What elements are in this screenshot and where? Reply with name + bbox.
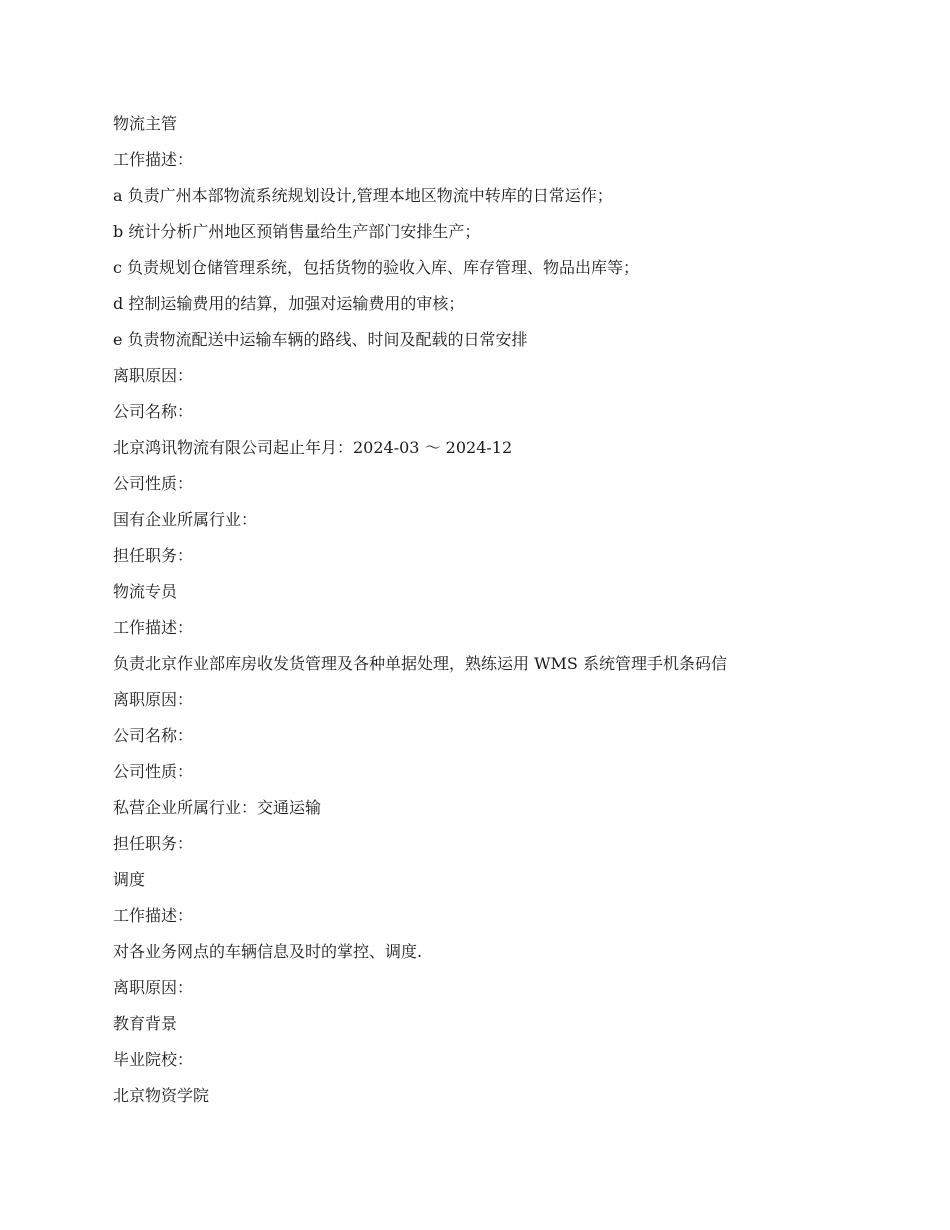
school-name: 北京物资学院 xyxy=(113,1086,210,1105)
position-label: 担任职务： xyxy=(113,546,194,565)
company-and-period: 北京鸿讯物流有限公司起止年月：2024-03 ～ 2024-12 xyxy=(113,438,513,457)
job-title-dispatcher: 调度 xyxy=(113,870,146,889)
duty-item-b: b 统计分析广州地区预销售量给生产部门安排生产； xyxy=(113,222,481,241)
job-title-logistics-supervisor: 物流主管 xyxy=(113,114,178,133)
duty-item-d: d 控制运输费用的结算，加强对运输费用的审核； xyxy=(113,294,465,313)
leaving-reason-label: 离职原因： xyxy=(113,366,194,385)
company-nature-industry: 国有企业所属行业： xyxy=(113,510,258,529)
document-body xyxy=(113,106,873,1114)
education-section-heading: 教育背景 xyxy=(113,1014,178,1033)
duty-item-c: c 负责规划仓储管理系统，包括货物的验收入库、库存管理、物品出库等； xyxy=(113,258,640,277)
leaving-reason-label: 离职原因： xyxy=(113,690,194,709)
company-nature-industry: 私营企业所属行业：交通运输 xyxy=(113,798,322,817)
job-description-label: 工作描述： xyxy=(113,150,194,169)
position-label: 担任职务： xyxy=(113,834,194,853)
leaving-reason-label: 离职原因： xyxy=(113,978,194,997)
duty-item-e: e 负责物流配送中运输车辆的路线、时间及配载的日常安排 xyxy=(113,330,528,349)
company-name-label: 公司名称： xyxy=(113,402,194,421)
job-title-logistics-specialist: 物流专员 xyxy=(113,582,178,601)
company-nature-label: 公司性质： xyxy=(113,762,194,781)
job-description-label: 工作描述： xyxy=(113,618,194,637)
school-label: 毕业院校： xyxy=(113,1050,194,1069)
duty-item-a: a 负责广州本部物流系统规划设计,管理本地区物流中转库的日常运作； xyxy=(113,186,613,205)
company-nature-label: 公司性质： xyxy=(113,474,194,493)
job-description-text: 负责北京作业部库房收发货管理及各种单据处理，熟练运用 WMS 系统管理手机条码信 xyxy=(113,654,727,673)
job-description-text: 对各业务网点的车辆信息及时的掌控、调度. xyxy=(113,942,423,961)
company-name-label: 公司名称： xyxy=(113,726,194,745)
job-description-label: 工作描述： xyxy=(113,906,194,925)
